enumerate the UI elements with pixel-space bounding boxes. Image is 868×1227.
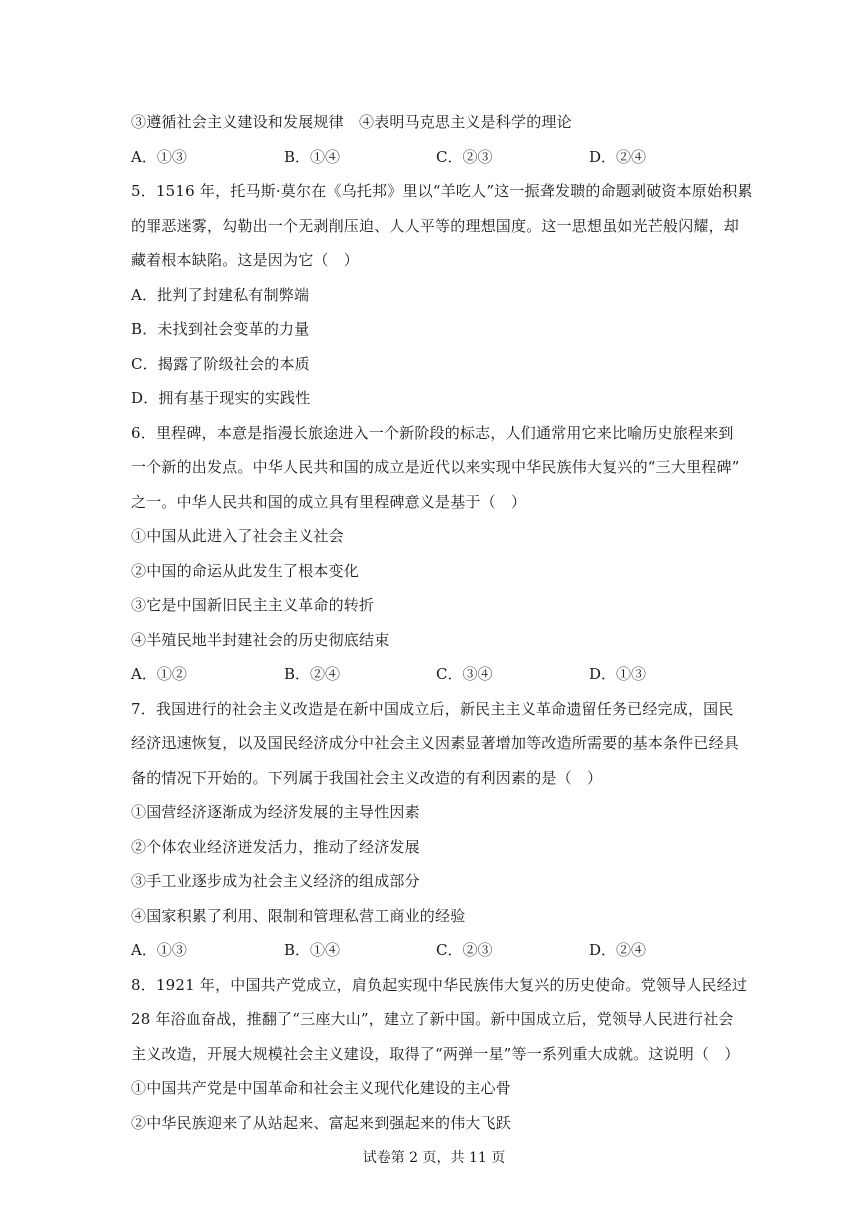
q6-item-4: ④半殖民地半封建社会的历史彻底结束: [131, 631, 390, 649]
q4-item-3-4: ③遵循社会主义建设和发展规律 ④表明马克思主义是科学的理论: [131, 113, 572, 131]
q5-option-a: A．批判了封建私有制弊端: [131, 286, 310, 304]
q6-item-1: ①中国从此进入了社会主义社会: [131, 527, 344, 545]
q7-option-b: B．①④: [284, 941, 341, 959]
q8-stem-line-3: 主义改造，开展大规模社会主义建设，取得了“两弹一星”等一系列重大成就。这说明（ ）: [131, 1045, 740, 1063]
q7-option-a: A．①③: [131, 941, 187, 959]
q8-item-1: ①中国共产党是中国革命和社会主义现代化建设的主心骨: [131, 1079, 512, 1097]
q6-option-b: B．②④: [284, 665, 341, 683]
q7-options: [131, 940, 741, 960]
q7-item-2: ②个体农业经济迸发活力，推动了经济发展: [131, 838, 420, 856]
q6-item-3: ③它是中国新旧民主主义革命的转折: [131, 596, 375, 614]
q6-option-c: C．③④: [436, 665, 493, 683]
q7-option-c: C．②③: [436, 941, 493, 959]
q6-options: [131, 664, 741, 684]
q5-stem-line-1: 5．1516 年，托马斯·莫尔在《乌托邦》里以“羊吃人”这一振聋发聩的命题剥破资本原始积累: [131, 182, 753, 200]
q7-stem-line-2: 经济迅速恢复，以及国民经济成分中社会主义因素显著增加等改造所需要的基本条件已经具: [131, 734, 740, 752]
q4-option-c: C．②③: [436, 148, 493, 166]
q8-stem-line-2: 28 年浴血奋战，推翻了“三座大山”，建立了新中国。新中国成立后，党领导人民进行社会: [131, 1010, 734, 1028]
q8-stem-line-1: 8．1921 年，中国共产党成立，肩负起实现中华民族伟大复兴的历史使命。党领导人民经过: [131, 976, 748, 994]
q5-option-d: D．拥有基于现实的实践性: [131, 389, 311, 407]
q5-option-c: C．揭露了阶级社会的本质: [131, 355, 310, 373]
q4-option-b: B．①④: [284, 148, 341, 166]
q8-item-2: ②中华民族迎来了从站起来、富起来到强起来的伟大飞跃: [131, 1114, 512, 1132]
q4-option-a: A．①③: [131, 148, 187, 166]
page-footer: 试卷第 2 页，共 11 页: [362, 1150, 506, 1166]
q7-item-1: ①国营经济逐渐成为经济发展的主导性因素: [131, 803, 420, 821]
q6-item-2: ②中国的命运从此发生了根本变化: [131, 562, 360, 580]
q7-item-4: ④国家积累了利用、限制和管理私营工商业的经验: [131, 907, 466, 925]
q7-stem-line-3: 备的情况下开始的。下列属于我国社会主义改造的有利因素的是（ ）: [131, 769, 603, 787]
q4-options: [131, 147, 741, 167]
q6-stem-line-3: 之一。中华人民共和国的成立具有里程碑意义是基于（ ）: [131, 493, 527, 511]
q6-option-a: A．①②: [131, 665, 187, 683]
q5-stem-line-3: 藏着根本缺陷。这是因为它（ ）: [131, 251, 360, 269]
q7-item-3: ③手工业逐步成为社会主义经济的组成部分: [131, 872, 420, 890]
q7-option-d: D．②④: [589, 941, 647, 959]
q5-stem-line-2: 的罪恶迷雾，勾勒出一个无剥削压迫、人人平等的理想国度。这一思想虽如光芒般闪耀，却: [131, 217, 740, 235]
q4-option-d: D．②④: [589, 148, 647, 166]
q6-stem-line-2: 一个新的出发点。中华人民共和国的成立是近代以来实现中华民族伟大复兴的“三大里程碑”: [131, 458, 740, 476]
q5-option-b: B．未找到社会变革的力量: [131, 320, 310, 338]
q6-stem-line-1: 6．里程碑，本意是指漫长旅途进入一个新阶段的标志，人们通常用它来比喻历史旅程来到: [131, 424, 734, 442]
q6-option-d: D．①③: [589, 665, 647, 683]
q7-stem-line-1: 7．我国进行的社会主义改造是在新中国成立后，新民主主义革命遗留任务已经完成，国民: [131, 700, 734, 718]
